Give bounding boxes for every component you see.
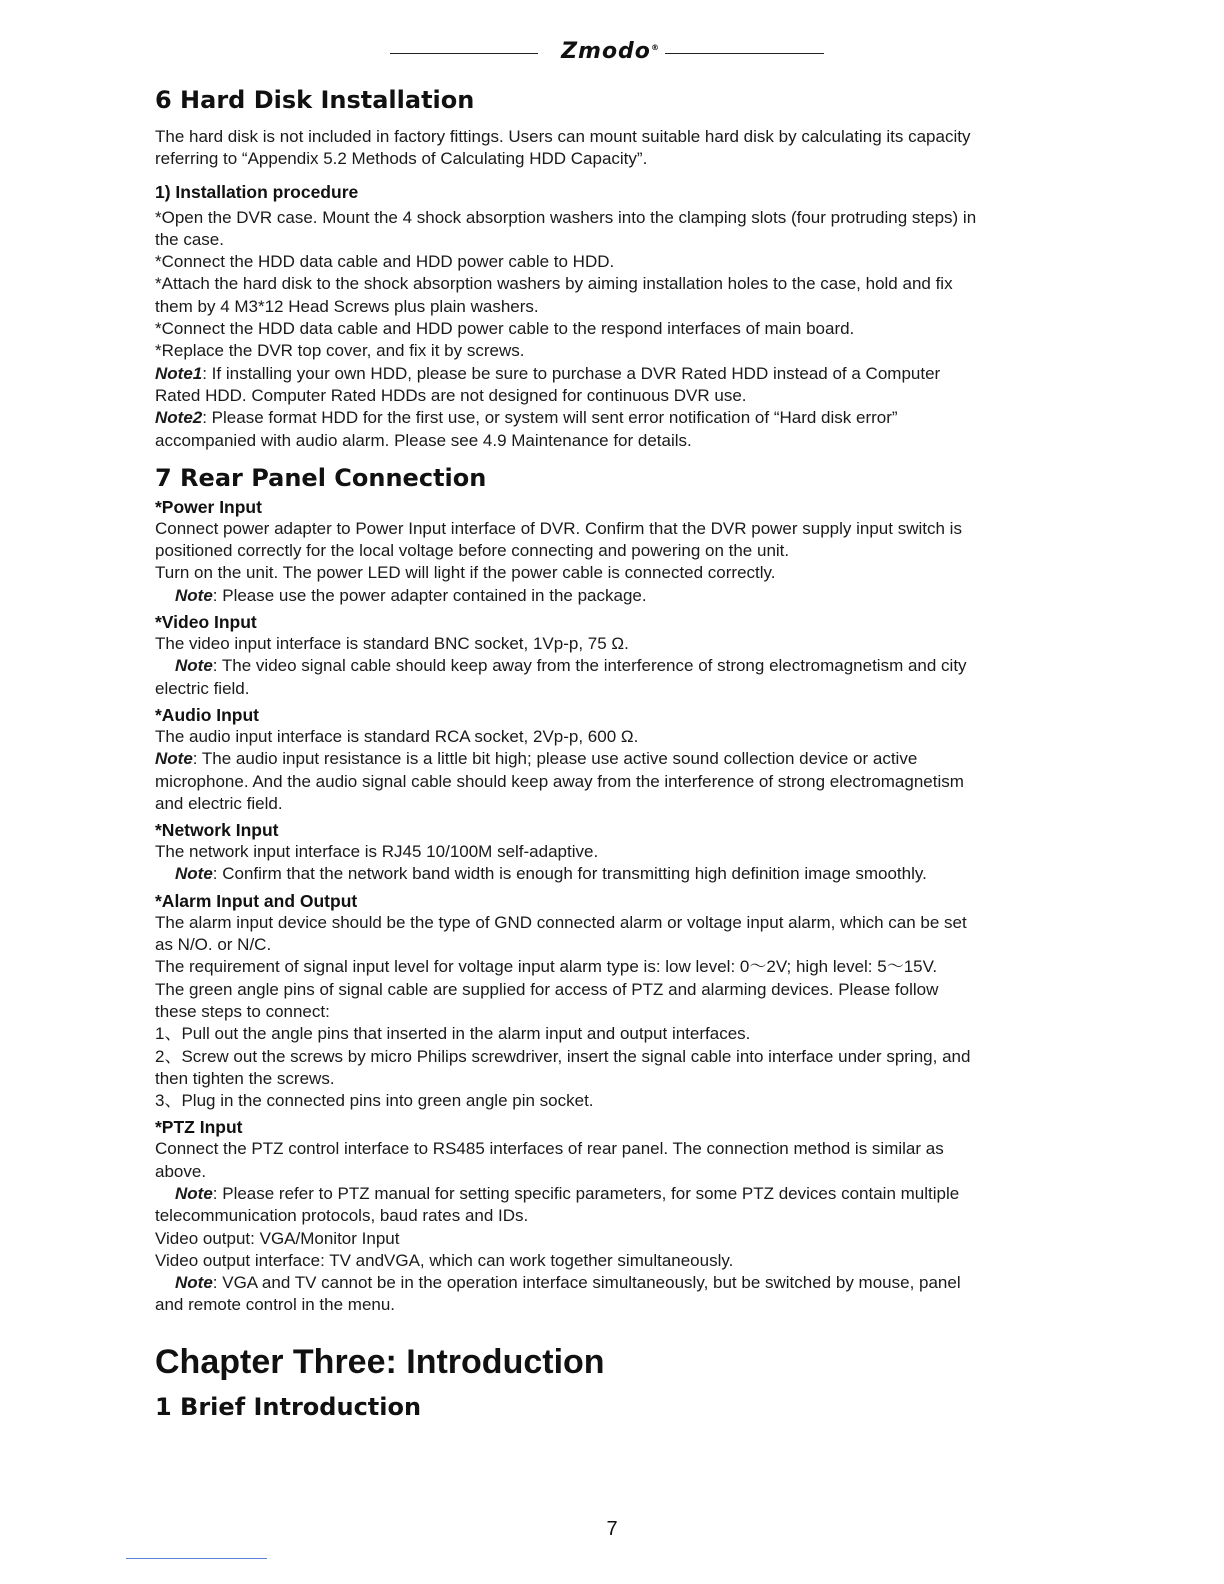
- power-line-3: Turn on the unit. The power LED will light if the power cable is connected correctly.: [155, 563, 776, 583]
- video-line-1: The video input interface is standard BNC socket, 1Vp-p, 75 Ω.: [155, 634, 629, 654]
- chapter-three-title: Chapter Three: Introduction: [155, 1342, 605, 1381]
- footer-rule: [126, 1558, 267, 1559]
- network-input-title: *Network Input: [155, 820, 279, 841]
- page-content: [155, 84, 1055, 1423]
- network-note: Note: Confirm that the network band width is enough for transmitting high definition image smoothly.: [175, 864, 927, 884]
- alarm-line: The green angle pins of signal cable are supplied for access of PTZ and alarming devices. Please follow: [155, 979, 939, 999]
- alarm-line: The requirement of signal input level for voltage input alarm type is: low level: 0～2V; high level: 5～15V.: [155, 957, 938, 977]
- alarm-input-output-title: *Alarm Input and Output: [155, 890, 358, 911]
- page-number: 7: [606, 1518, 618, 1540]
- ptz-note-line-2: telecommunication protocols, baud rates and IDs.: [155, 1206, 529, 1226]
- note2-label: Note2: [155, 408, 203, 428]
- installation-procedure-title: 1) Installation procedure: [155, 181, 359, 202]
- video-note: Note: The video signal cable should keep away from the interference of strong electromagnetism and city: [175, 656, 967, 676]
- procedure-line: *Open the DVR case. Mount the 4 shock absorption washers into the clamping slots (four protruding steps) in: [155, 207, 977, 227]
- section-7-title: 7 Rear Panel Connection: [155, 463, 487, 492]
- note1-line-2: Rated HDD. Computer Rated HDDs are not designed for continuous DVR use.: [155, 385, 747, 405]
- zmodo-logo: Zmodo ®: [561, 39, 660, 64]
- section-6-title: 6 Hard Disk Installation: [155, 86, 475, 114]
- ptz-line-1: Connect the PTZ control interface to RS485 interfaces of rear panel. The connection method is similar as: [155, 1139, 944, 1159]
- vga-note: Note: VGA and TV cannot be in the operation interface simultaneously, but be switched by mouse, panel: [175, 1273, 961, 1293]
- note2-line-2: accompanied with audio alarm. Please see 4.9 Maintenance for details.: [155, 430, 692, 450]
- video-output-line-1: Video output: VGA/Monitor Input: [155, 1228, 400, 1248]
- network-line-1: The network input interface is RJ45 10/100M self-adaptive.: [155, 842, 599, 862]
- alarm-line: 3、Plug in the connected pins into green angle pin socket.: [155, 1091, 594, 1111]
- note1-label: Note1: [155, 363, 203, 383]
- audio-input-title: *Audio Input: [155, 704, 260, 725]
- audio-note-line-2: microphone. And the audio signal cable should keep away from the interference of strong electromagnetism: [155, 771, 964, 791]
- power-note: Note: Please use the power adapter contained in the package.: [175, 585, 647, 605]
- ptz-input-title: *PTZ Input: [155, 1117, 243, 1138]
- power-line-2: positioned correctly for the local voltage before connecting and powering on the unit.: [155, 541, 790, 561]
- procedure-line: *Replace the DVR top cover, and fix it by screws.: [155, 341, 525, 361]
- video-output-line-2: Video output interface: TV andVGA, which can work together simultaneously.: [155, 1250, 734, 1270]
- note2-paragraph: Note2: Please format HDD for the first use, or system will sent error notification of “Hard disk error”: [155, 408, 898, 428]
- procedure-line: the case.: [155, 229, 224, 249]
- procedure-line: *Connect the HDD data cable and HDD power cable to the respond interfaces of main board.: [155, 319, 855, 339]
- alarm-line: as N/O. or N/C.: [155, 935, 272, 955]
- alarm-line: these steps to connect:: [155, 1001, 330, 1021]
- alarm-line: 2、Screw out the screws by micro Philips screwdriver, insert the signal cable into interface under spring, and: [155, 1046, 971, 1066]
- header-rule-right: [665, 53, 824, 54]
- section-6-intro-line-1: The hard disk is not included in factory fittings. Users can mount suitable hard disk by calculating its capacity: [155, 127, 971, 146]
- brief-introduction-title: 1 Brief Introduction: [155, 1392, 422, 1421]
- alarm-line: then tighten the screws.: [155, 1068, 335, 1088]
- power-line-1: Connect power adapter to Power Input interface of DVR. Confirm that the DVR power supply input switch is: [155, 518, 962, 538]
- ptz-line-2: above.: [155, 1161, 207, 1181]
- alarm-line: 1、Pull out the angle pins that inserted in the alarm input and output interfaces.: [155, 1024, 751, 1044]
- vga-note-line-2: and remote control in the menu.: [155, 1295, 396, 1315]
- note1-paragraph: Note1: If installing your own HDD, please be sure to purchase a DVR Rated HDD instead of a Computer: [155, 363, 941, 383]
- video-input-title: *Video Input: [155, 612, 257, 633]
- audio-note-line-3: and electric field.: [155, 793, 283, 813]
- procedure-line: *Attach the hard disk to the shock absorption washers by aiming installation holes to the case, hold and fix: [155, 274, 953, 294]
- video-note-line-2: electric field.: [155, 678, 250, 698]
- brand-header: [390, 38, 824, 68]
- header-rule-left: [390, 53, 538, 54]
- power-input-title: *Power Input: [155, 496, 262, 517]
- section-6-intro-line-2: referring to “Appendix 5.2 Methods of Calculating HDD Capacity”.: [155, 149, 648, 169]
- audio-note: Note: The audio input resistance is a little bit high; please use active sound collection device or active: [155, 749, 918, 769]
- ptz-note: Note: Please refer to PTZ manual for setting specific parameters, for some PTZ devices contain multiple: [175, 1183, 960, 1203]
- alarm-line: The alarm input device should be the type of GND connected alarm or voltage input alarm, which can be set: [155, 912, 967, 932]
- procedure-line: them by 4 M3*12 Head Screws plus plain washers.: [155, 296, 539, 316]
- procedure-line: *Connect the HDD data cable and HDD power cable to HDD.: [155, 252, 615, 272]
- audio-line-1: The audio input interface is standard RCA socket, 2Vp-p, 600 Ω.: [155, 726, 639, 746]
